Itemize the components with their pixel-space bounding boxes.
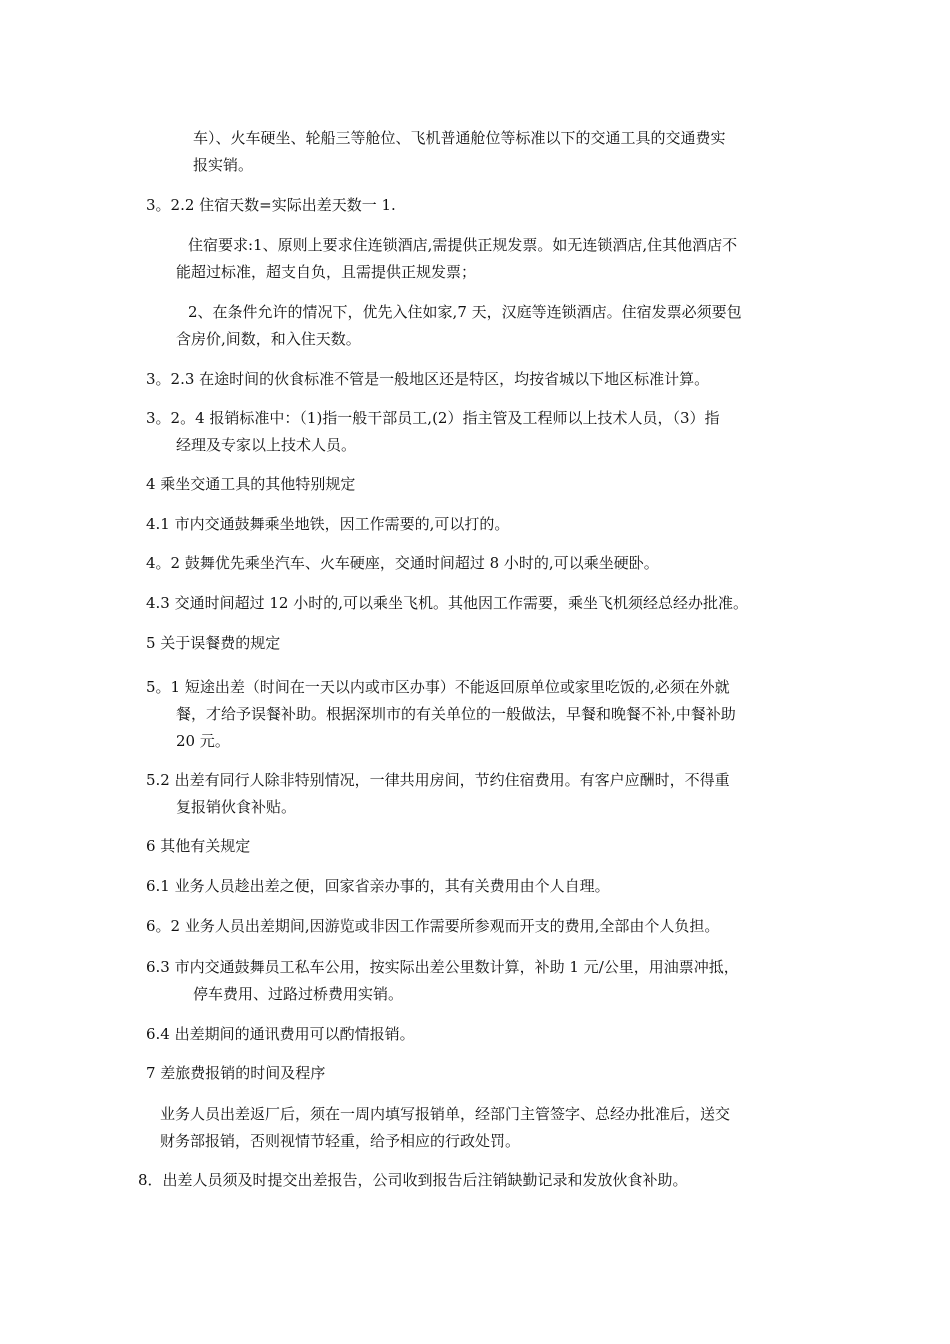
paragraph-line: 复报销伙食补贴。 (176, 798, 297, 816)
section-heading-3-2-4: 3。2。4 报销标准中：（1)指一般干部员工,(2）指主管及工程师以上技术人员，（3）指 (146, 409, 720, 427)
section-heading-4: 4 乘坐交通工具的其他特别规定 (146, 475, 356, 493)
section-heading-8: 8．出差人员须及时提交出差报告，公司收到报告后注销缺勤记录和发放伙食补助。 (138, 1171, 688, 1189)
section-heading-6-1: 6.1 业务人员趁出差之便，回家省亲办事的，其有关费用由个人自理。 (146, 877, 610, 895)
section-heading-4-1: 4.1 市内交通鼓舞乘坐地铁，因工作需要的,可以打的。 (146, 515, 510, 533)
section-heading-6-4: 6.4 出差期间的通讯费用可以酌情报销。 (146, 1025, 415, 1043)
section-heading-7: 7 差旅费报销的时间及程序 (146, 1064, 326, 1082)
paragraph-line: 经理及专家以上技术人员。 (176, 436, 357, 454)
paragraph-line: 2、在条件允许的情况下，优先入住如家,7 天，汉庭等连锁酒店。住宿发票必须要包 (188, 303, 742, 321)
paragraph-line: 业务人员出差返厂后，须在一周内填写报销单，经部门主管签字、总经办批准后，送交 (160, 1105, 731, 1123)
paragraph-line: 住宿要求:1、原则上要求住连锁酒店,需提供正规发票。如无连锁酒店,住其他酒店不 (188, 236, 738, 254)
section-heading-5: 5 关于误餐费的规定 (146, 634, 281, 652)
section-heading-4-3: 4.3 交通时间超过 12 小时的,可以乘坐飞机。其他因工作需要，乘坐飞机须经总经办批准。 (146, 594, 749, 612)
section-heading-3-2-3: 3。2.3 在途时间的伙食标准不管是一般地区还是特区，均按省城以下地区标准计算。 (146, 370, 710, 388)
paragraph-line: 餐，才给予误餐补助。根据深圳市的有关单位的一般做法，早餐和晚餐不补,中餐补助 (176, 705, 736, 723)
section-heading-3-2-2: 3。2.2 住宿天数=实际出差天数一 1. (146, 196, 396, 214)
section-heading-6: 6 其他有关规定 (146, 837, 251, 855)
paragraph-line: 20 元。 (176, 732, 230, 750)
section-heading-6-3: 6.3 市内交通鼓舞员工私车公用，按实际出差公里数计算，补助 1 元/公里，用油票冲抵， (146, 958, 739, 976)
paragraph-line: 财务部报销，否则视情节轻重，给予相应的行政处罚。 (160, 1132, 521, 1150)
paragraph-line: 车）、火车硬坐、轮船三等舱位、飞机普通舱位等标准以下的交通工具的交通费实 (193, 129, 726, 147)
paragraph-line: 含房价,间数，和入住天数。 (176, 330, 361, 348)
section-heading-6-2: 6。2 业务人员出差期间,因游览或非因工作需要所参观而开支的费用,全部由个人负担。 (146, 917, 720, 935)
section-heading-5-2: 5.2 出差有同行人除非特别情况，一律共用房间，节约住宿费用。有客户应酬时，不得重 (146, 771, 730, 789)
paragraph-line: 停车费用、过路过桥费用实销。 (193, 985, 404, 1003)
paragraph-line: 能超过标准，超支自负，且需提供正规发票； (176, 263, 477, 281)
paragraph-line: 报实销。 (193, 156, 254, 174)
section-heading-4-2: 4。2 鼓舞优先乘坐汽车、火车硬座，交通时间超过 8 小时的,可以乘坐硬卧。 (146, 554, 659, 572)
section-heading-5-1: 5。1 短途出差（时间在一天以内或市区办事）不能返回原单位或家里吃饭的,必须在外就 (146, 678, 730, 696)
